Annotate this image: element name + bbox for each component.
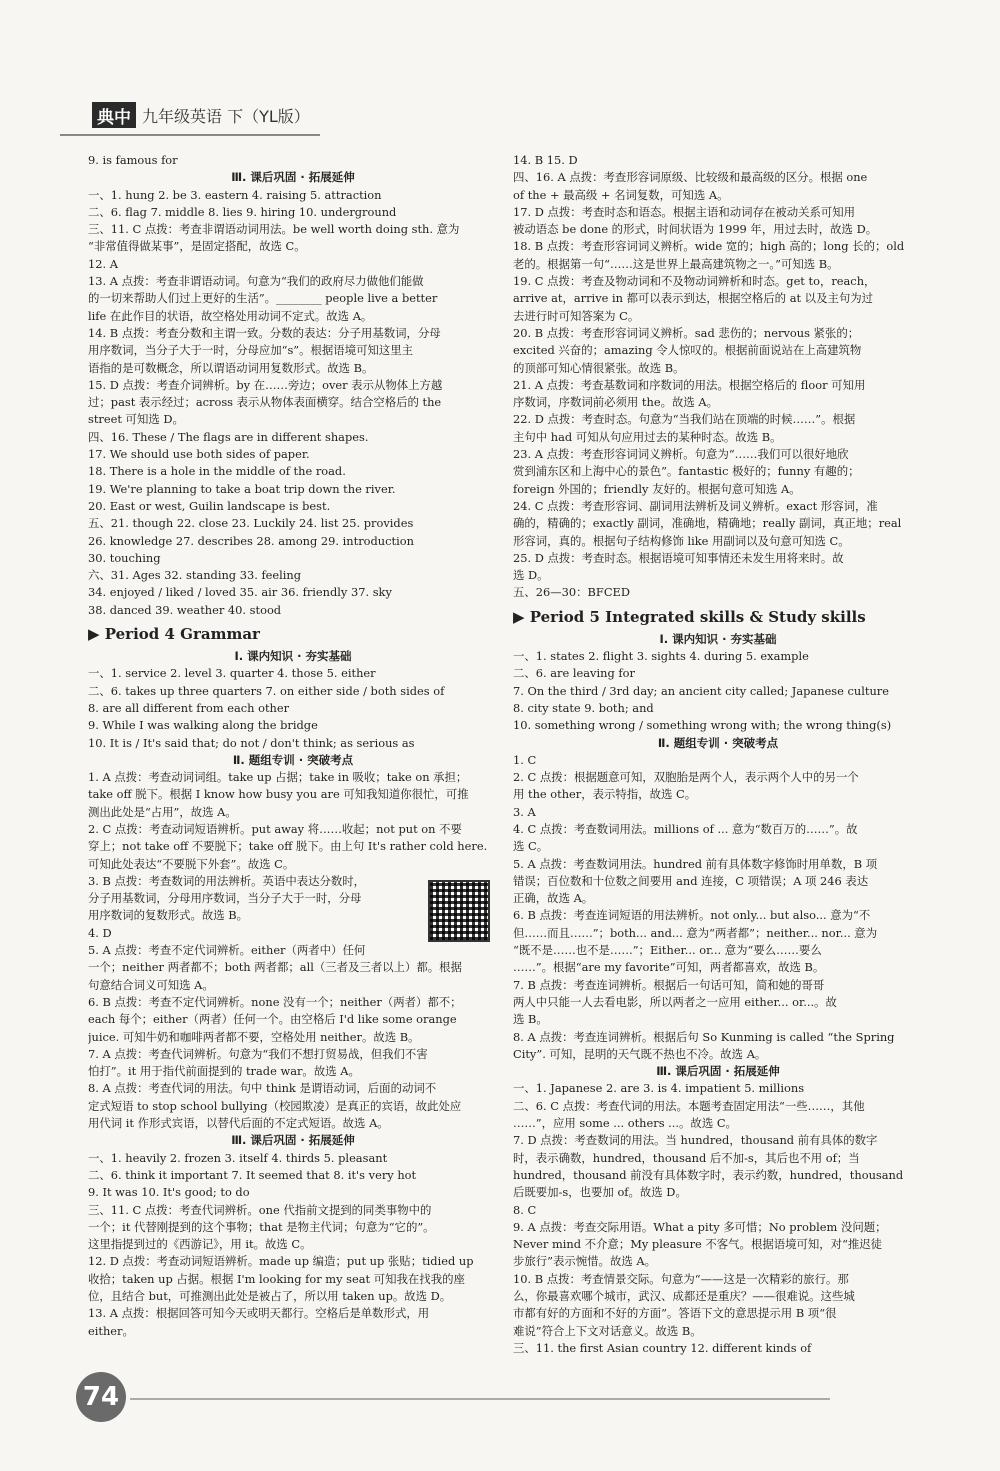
answer-line: 24. C 点拨：考查形容词、副词用法辨析及词义辨析。exact 形容词，准 [513,498,878,513]
answer-line: 5. A 点拨：考查数词用法。hundred 前有具体数字修饰时用单数，B 项 [513,856,878,871]
answer-line: 5. A 点拨：考查不定代词辨析。either（两者中）任何 [88,943,366,958]
answer-line: 一、1. hung 2. be 3. eastern 4. raising 5. attraction [88,187,382,202]
period-heading: ▶ Period 4 Grammar [88,625,260,644]
answer-line: juice. 可知牛奶和咖啡两者都不要，空格处用 neither。故选 B。 [88,1029,420,1044]
answer-line: 二、6. C 点拨：考查代词的用法。本题考查固定用法“一些……，其他 [513,1098,865,1113]
answer-line: 三、11. C 点拨：考查非谓语动词用法。be well worth doing sth. 意为 [88,222,460,237]
answer-line: either。 [88,1323,134,1338]
answer-line: 怕打”。it 用于指代前面提到的 trade war。故选 A。 [88,1064,360,1079]
answer-line: 8. A 点拨：考查代词的用法。句中 think 是谓语动词，后面的动词不 [88,1081,437,1096]
answer-line: 4. D [88,925,112,940]
answer-line: 23. A 点拨：考查形容词词义辨析。句意为“……我们可以很好地欣 [513,447,849,462]
answer-line: 19. C 点拨：考查及物动词和不及物动词辨析和时态。get to，reach， [513,274,876,289]
answer-line: 四、16. These / The flags are in different shapes. [88,429,369,444]
answer-line: 12. D 点拨：考查动词短语辨析。made up 编造；put up 张贴；tidied up [88,1254,474,1269]
answer-line: 过；past 表示经过；across 表示从物体表面横穿。结合空格后的 the [88,395,442,410]
answer-line: 句意结合词义可知选 A。 [88,977,214,992]
answer-line: 选 C。 [513,839,549,854]
answer-line: 一个；neither 两者都不；both 两者都；all（三者及三者以上）都。根据 [88,960,462,975]
answer-line: of the + 最高级 + 名词复数，可知选 A。 [513,187,729,202]
answer-line: street 可知选 D。 [88,412,184,427]
answer-line: 收拾；taken up 占据。根据 I'm looking for my seat 可知我在找我的座 [88,1271,465,1286]
answer-line: 这里指提到过的《西游记》，用 it。故选 C。 [88,1237,312,1252]
answer-line: each 每个；either（两者）任何一个。由空格后 I'd like some orange [88,1012,457,1027]
answer-line: 用序数词的复数形式。故选 B。 [88,908,249,923]
answer-line: 9. is famous for [88,153,178,167]
answer-line: 用序数词，当分子大于一时，分母应加“s”。根据语境可知这里主 [88,343,414,358]
answer-line: 1. A 点拨：考查动词词组。take up 占据；take in 吸收；take on 承担； [88,770,468,785]
answer-line: Never mind 不介意；My pleasure 不客气。根据语境可知，对“推迟徒 [513,1237,883,1252]
answer-line: “既不是……也不是……”；Either... or... 意为“要么……要么 [513,943,822,958]
answer-line: 的顶部可知心情很紧张。故选 B。 [513,360,685,375]
answer-line: excited 兴奋的；amazing 令人惊叹的。根据前面说站在上高建筑物 [513,343,862,358]
answer-line: 14. B 15. D [513,153,578,167]
answer-line: 被动语态 be done 的形式，时间状语为 1999 年，用过去时，故选 D。 [513,222,878,237]
answer-line: 一、1. heavily 2. frozen 3. itself 4. thirds 5. pleasant [88,1150,388,1165]
answer-line: 22. D 点拨：考查时态。句意为“当我们站在顶端的时候……”。根据 [513,412,856,427]
answer-line: “非常值得做某事”，是固定搭配，故选 C。 [88,239,306,254]
answer-line: 14. B 点拨：考查分数和主谓一致。分数的表达：分子用基数词，分母 [88,325,441,340]
answer-line: 一、1. states 2. flight 3. sights 4. during 5. example [513,649,809,664]
answer-line: ……”。根据“are my favorite”可知，两者都喜欢，故选 B。 [513,960,825,975]
answer-line: 34. enjoyed / liked / loved 35. air 36. friendly 37. sky [88,585,392,600]
answer-line: 3. B 点拨：考查数词的用法辨析。英语中表达分数时， [88,873,366,888]
answer-line: 9. A 点拨：考查交际用语。What a pity 多可惜；No problem 没问题； [513,1219,887,1234]
section-heading: Ⅲ. 课后巩固 · 拓展延伸 [231,1133,355,1148]
answer-line: 15. D 点拨：考查介词辨析。by 在……旁边；over 表示从物体上方越 [88,377,443,392]
answer-line: 20. B 点拨：考查形容词词义辨析。sad 悲伤的；nervous 紧张的； [513,325,860,340]
answer-line: 定式短语 to stop school bullying（校园欺凌）是真正的宾语，故此处应 [88,1098,462,1113]
answer-line: 可知此处表达“不要脱下外套”。故选 C。 [88,856,295,871]
answer-line: City”. 可知，昆明的天气既不热也不冷。故选 A。 [513,1046,767,1061]
answer-line: 后既要加-s，也要加 of。故选 D。 [513,1185,687,1200]
answer-line: 一、1. Japanese 2. are 3. is 4. impatient 5. millions [513,1081,805,1096]
answer-line: 四、16. A 点拨：考查形容词原级、比较级和最高级的区分。根据 one [513,170,868,185]
page-header [0,0,1000,150]
answer-line: 二、6. think it important 7. It seemed that 8. it's very hot [88,1167,417,1182]
answer-line: 7. On the third / 3rd day; an ancient city called; Japanese culture [513,683,889,698]
answer-line: 序数词，序数词前必须用 the。故选 A。 [513,395,718,410]
answer-line: 8. city state 9. both; and [513,700,654,715]
header-divider [60,134,320,136]
answer-line: 19. We're planning to take a boat trip down the river. [88,481,396,496]
answer-line: 17. We should use both sides of paper. [88,447,310,462]
answer-line: 25. D 点拨：考查时态。根据语境可知事情还未发生用将来时。故 [513,550,844,565]
answer-line: 13. A 点拨：考查非谓语动词。句意为“我们的政府尽力做他们能做 [88,274,424,289]
answer-line: 测出此处是“占用”，故选 A。 [88,804,237,819]
answer-line: 9. It was 10. It's good; to do [88,1185,250,1200]
answer-line: life 在此作目的状语，故空格处用动词不定式。故选 A。 [88,308,373,323]
footer-divider [130,1398,830,1400]
answer-line: 10. B 点拨：考查情景交际。句意为“——这是一次精彩的旅行。那 [513,1271,849,1286]
answer-line: 错误；百位数和十位数之间要用 and 连接，C 项错误；A 项 246 表达 [513,873,869,888]
answer-line: 2. C 点拨：考查动词短语辨析。put away 将……收起；not put on 不要 [88,821,462,836]
answer-line: 26. knowledge 27. describes 28. among 29. introduction [88,533,414,548]
answer-line: 1. C [513,752,537,767]
answer-line: 正确，故选 A。 [513,891,594,906]
period-heading: ▶ Period 5 Integrated skills & Study skills [513,607,866,626]
answer-line: 确的，精确的；exactly 副词，准确地，精确地；really 副词，真正地；real [513,516,902,531]
answer-line: 20. East or west, Guilin landscape is best. [88,498,331,513]
answer-line: 二、6. are leaving for [513,666,635,681]
answer-line: hundred，thousand 前没有具体数字时，表示约数，hundred，thousand [513,1167,904,1182]
answer-line: 穿上；not take off 不要脱下；take off 脱下。由上句 It's rather cold here. [88,839,488,854]
answer-line: 位，且结合 but，可推测出此处是被占了，所以用 taken up。故选 D。 [88,1289,452,1303]
answer-line: arrive at，arrive in 都可以表示到达，根据空格后的 at 以及主句为过 [513,291,874,306]
answer-line: 三、11. the first Asian country 12. different kinds of [513,1340,812,1355]
answer-line: 步旅行”表示惋惜。故选 A。 [513,1254,656,1269]
section-heading: Ⅱ. 题组专训 · 突破考点 [232,752,354,767]
answer-line: 形容词，真的。根据句子结构修饰 like 用副词以及句意可知选 C。 [513,533,850,548]
answer-line: 市都有好的方面和不好的方面”。答语下文的意思提示用 B 项“很 [513,1306,837,1321]
answer-line: 赏到浦东区和上海中心的景色”。fantastic 极好的；funny 有趣的； [513,464,860,479]
answer-line: 10. something wrong / something wrong with; the wrong thing(s) [513,718,892,733]
section-heading: Ⅰ. 课内知识 · 夯实基础 [659,631,777,646]
answer-line: 去进行时可知答案为 C。 [513,308,640,323]
answer-line: 五、26—30：BFCED [513,585,630,600]
section-heading: Ⅰ. 课内知识 · 夯实基础 [234,649,352,664]
answer-line: 的一切来帮助人们过上更好的生活”。________ people live a better [88,291,438,306]
page-number: 74 [76,1372,126,1422]
left-column [88,152,498,1340]
section-heading: Ⅲ. 课后巩固 · 拓展延伸 [656,1064,780,1079]
answer-line: 8. A 点拨：考查连词辨析。根据后句 So Kunming is called “the Spring [513,1029,895,1044]
answer-line: 8. are all different from each other [88,700,290,715]
answer-line: 21. A 点拨：考查基数词和序数词的用法。根据空格后的 floor 可知用 [513,377,866,392]
answer-line: 10. It is / It's said that; do not / don't think; as serious as [88,735,415,750]
answer-line: 选 D。 [513,568,549,583]
answer-line: 2. C 点拨：根据题意可知，双胞胎是两个人，表示两个人中的另一个 [513,770,859,785]
answer-line: 8. C [513,1202,537,1217]
qr-code-icon [428,880,490,942]
answer-line: 六、31. Ages 32. standing 33. feeling [88,568,302,583]
answer-line: 分子用基数词，分母用序数词，当分子大于一时，分母 [88,891,362,906]
book-logo: 典中 [92,102,136,128]
answer-line: 7. B 点拨：考查连词辨析。根据后一句话可知，简和她的哥哥 [513,977,825,992]
answer-line: 选 B。 [513,1012,548,1027]
answer-line: 30. touching [88,550,161,565]
answer-line: 12. A [88,256,118,271]
answer-line: 时，表示确数，hundred，thousand 后不加-s，其后也不用 of；当 [513,1150,860,1165]
answer-line: 五、21. though 22. close 23. Luckily 24. list 25. provides [88,516,414,531]
answer-line: 38. danced 39. weather 40. stood [88,602,282,617]
answer-line: 一、1. service 2. level 3. quarter 4. those 5. either [88,666,376,681]
answer-line: 难说”符合上下文对话意义。故选 B。 [513,1323,702,1338]
answer-line: 用 the other，表示特指，故选 C。 [513,787,697,802]
answer-line: 4. C 点拨：考查数词用法。millions of ... 意为“数百万的……”。故 [513,821,858,836]
answer-line: 17. D 点拨：考查时态和语态。根据主语和动词存在被动关系可知用 [513,204,856,219]
right-column [513,152,923,1357]
answer-line: 用代词 it 作形式宾语，以替代后面的不定式短语。故选 A。 [88,1116,389,1131]
answer-line: 9. While I was walking along the bridge [88,718,318,733]
section-heading: Ⅲ. 课后巩固 · 拓展延伸 [231,170,355,185]
answer-line: take off 脱下。根据 I know how busy you are 可知我知道你很忙，可推 [88,787,469,802]
answer-line: 语指的是可数概念，所以谓语动词用复数形式。故选 B。 [88,360,374,375]
answer-line: 三、11. C 点拨：考查代词辨析。one 代指前文提到的同类事物中的 [88,1202,432,1217]
answer-line: 18. B 点拨：考查形容词词义辨析。wide 宽的；high 高的；long 长的；old [513,239,905,254]
answer-line: ……”，应用 some ... others ...。故选 C。 [513,1116,737,1131]
answer-line: 老的。根据第一句“……这是世界上最高建筑物之一。”可知选 B。 [513,256,839,271]
answer-line: 13. A 点拨：根据回答可知今天或明天都行。空格后是单数形式，用 [88,1306,430,1321]
answer-line: 二、6. takes up three quarters 7. on either side / both sides of [88,683,445,698]
answer-line: 7. D 点拨：考查数词的用法。当 hundred，thousand 前有具体的数字 [513,1133,878,1148]
answer-line: 7. A 点拨：考查代词辨析。句意为“我们不想打贸易战，但我们不害 [88,1046,428,1061]
answer-line: 二、6. flag 7. middle 8. lies 9. hiring 10. underground [88,204,397,219]
answer-line: 18. There is a hole in the middle of the road. [88,464,346,479]
answer-line: 6. B 点拨：考查连词短语的用法辨析。not only... but also... 意为“不 [513,908,871,923]
answer-line: 一个；it 代替刚提到的这个事物；that 是物主代词；句意为“它的”。 [88,1219,435,1234]
answer-line: 么，你最喜欢哪个城市，武汉、成都还是重庆？——很难说。这些城 [513,1289,855,1303]
book-title: 九年级英语 下（YL版） [142,107,310,126]
answer-line: foreign 外国的；friendly 友好的。根据句意可知选 A。 [513,481,801,496]
answer-line: 两人中只能一人去看电影，所以两者之一应用 either... or...。故 [513,994,837,1009]
answer-line: 6. B 点拨：考查不定代词辨析。none 没有一个；neither（两者）都不； [88,994,462,1009]
section-heading: Ⅱ. 题组专训 · 突破考点 [657,735,779,750]
answer-line: 3. A [513,804,536,819]
answer-line: 但……而且……”；both... and... 意为“两者都”；neither... nor... 意为 [513,925,878,940]
answer-line: 主句中 had 可知从句应用过去的某种时态。故选 B。 [513,429,782,444]
